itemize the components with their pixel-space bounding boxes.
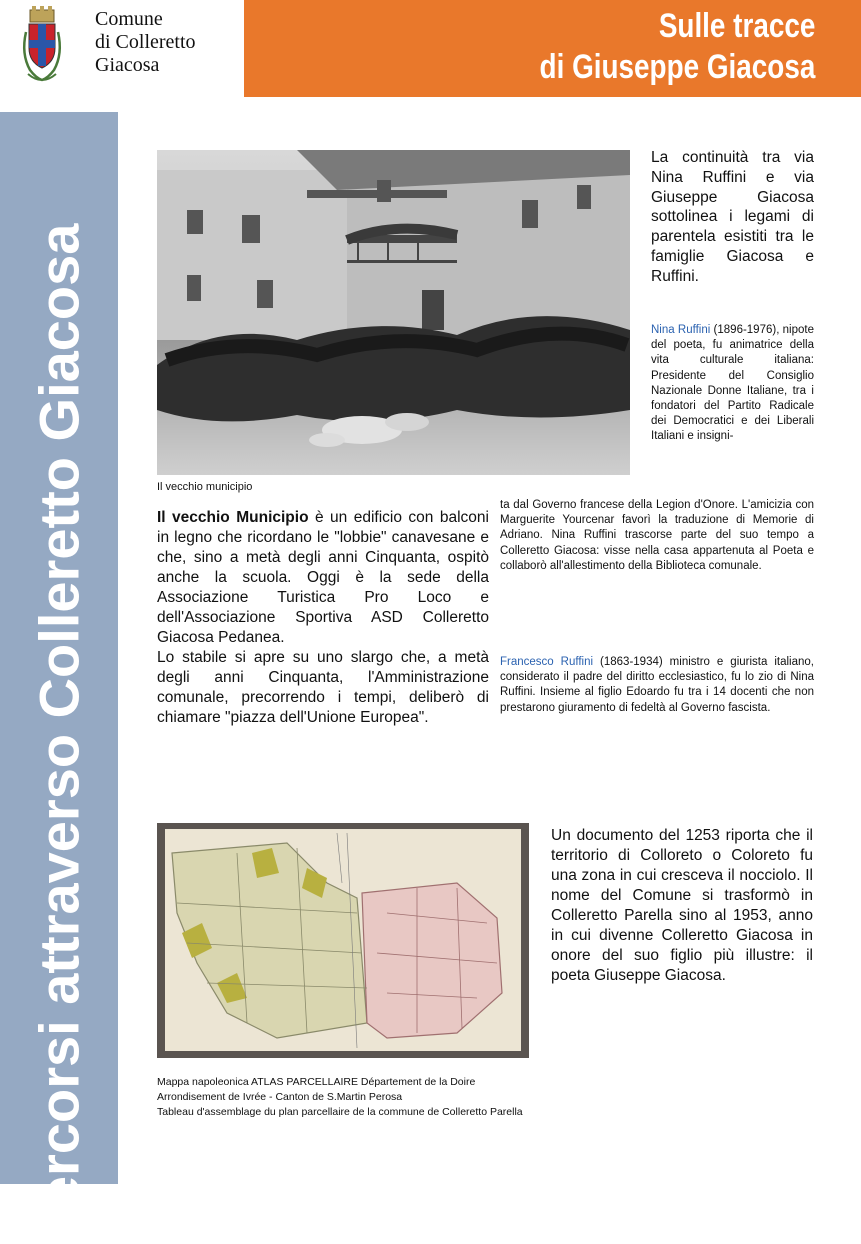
municipio-text bbox=[157, 508, 489, 728]
nina-ruffini-name: Nina Ruffini bbox=[651, 324, 711, 336]
sidebar bbox=[0, 112, 118, 1244]
francesco-ruffini-text: (1863-1934) ministro e giurista italiano, considerato il padre del diritto ecclesiastico, fu lo zio di Nina Ruffini. Insieme al figlio Edoardo fu tra i 14 docenti che non prestarono giuramento di fedeltà al Governo fascista. bbox=[500, 656, 814, 714]
header-band bbox=[244, 0, 861, 97]
intro-paragraph: La continuità tra via Nina Ruffini e via Giuseppe Giacosa sottolinea i legami di parentela esistiti tra le famiglie Giacosa e Ruffini. bbox=[651, 149, 814, 285]
sidebar-title: Percorsi attraverso Colleretto Giacosa bbox=[27, 223, 91, 1244]
nina-ruffini-text: (1896-1976), nipote del poeta, fu animatrice della vita culturale italiana: Presidente del Consiglio Nazionale Donne Italiane, tra i fondatori del Partito Radicale dei Democratici e dei Liberali Italiani e insigni- bbox=[651, 324, 814, 443]
nina-ruffini-continued: ta dal Governo francese della Legion d'Onore. L'amicizia con Marguerite Yourcenar favorì la traduzione di Memorie di Adriano. Nina Ruffini trascorse parte del suo tempo a Colleretto Giacosa: visse nella casa appartenuta al Poeta e collaborò all'allestimento della Biblioteca comunale. bbox=[500, 499, 814, 572]
photo-caption: Il vecchio municipio bbox=[157, 481, 253, 493]
comune-line: Comune bbox=[95, 8, 163, 30]
map-paragraph: Un documento del 1253 riporta che il territorio di Colloreto o Coloreto fu una zona in cui cresceva il nocciolo. Il nome del Comune si trasformò in Colleretto Parella sino al 1953, anno in cui divenne Colleretto Giacosa in onore del suo figlio più illustre: il poeta Giuseppe Giacosa. bbox=[551, 827, 813, 984]
napoleonic-map-image bbox=[157, 823, 529, 1058]
map-caption bbox=[157, 1075, 523, 1120]
page-title bbox=[539, 6, 815, 88]
francesco-ruffini-name: Francesco Ruffini bbox=[500, 656, 594, 668]
comune-name bbox=[95, 8, 196, 77]
municipio-paragraph-2: Lo stabile si apre su uno slargo che, a metà degli anni Cinquanta, l'Amministrazione comunale, precorrendo i tempi, deliberò di chiamare "piazza dell'Unione Europea". bbox=[157, 649, 489, 726]
map-caption-line: Mappa napoleonica ATLAS PARCELLAIRE Département de la Doire bbox=[157, 1076, 476, 1088]
old-town-hall-photo bbox=[157, 150, 630, 475]
municipio-paragraph bbox=[157, 508, 489, 648]
francesco-ruffini-paragraph bbox=[500, 655, 814, 716]
municipio-text-1: è un edificio con balconi in legno che ricordano le "lobbie" canavesane e che, sino a metà degli anni Cinquanta, ospitò anche la scuola. Oggi è la sede della Associazione Turistica Pro Loco e dell'Associazione Sportiva ASD Colleretto Giacosa Pedanea. bbox=[157, 509, 489, 646]
coat-of-arms-icon bbox=[18, 4, 66, 92]
nina-ruffini-paragraph bbox=[651, 323, 814, 445]
title-line: di Giuseppe Giacosa bbox=[539, 48, 815, 86]
map-caption-line: Arrondisement de Ivrée - Canton de S.Martin Perosa bbox=[157, 1091, 403, 1103]
comune-line: Giacosa bbox=[95, 54, 160, 76]
municipio-lead: Il vecchio Municipio bbox=[157, 509, 309, 526]
title-line: Sulle tracce bbox=[658, 7, 815, 45]
comune-line: di Colleretto bbox=[95, 31, 196, 53]
map-caption-line: Tableau d'assemblage du plan parcellaire de la commune de Colleretto Parella bbox=[157, 1106, 523, 1118]
